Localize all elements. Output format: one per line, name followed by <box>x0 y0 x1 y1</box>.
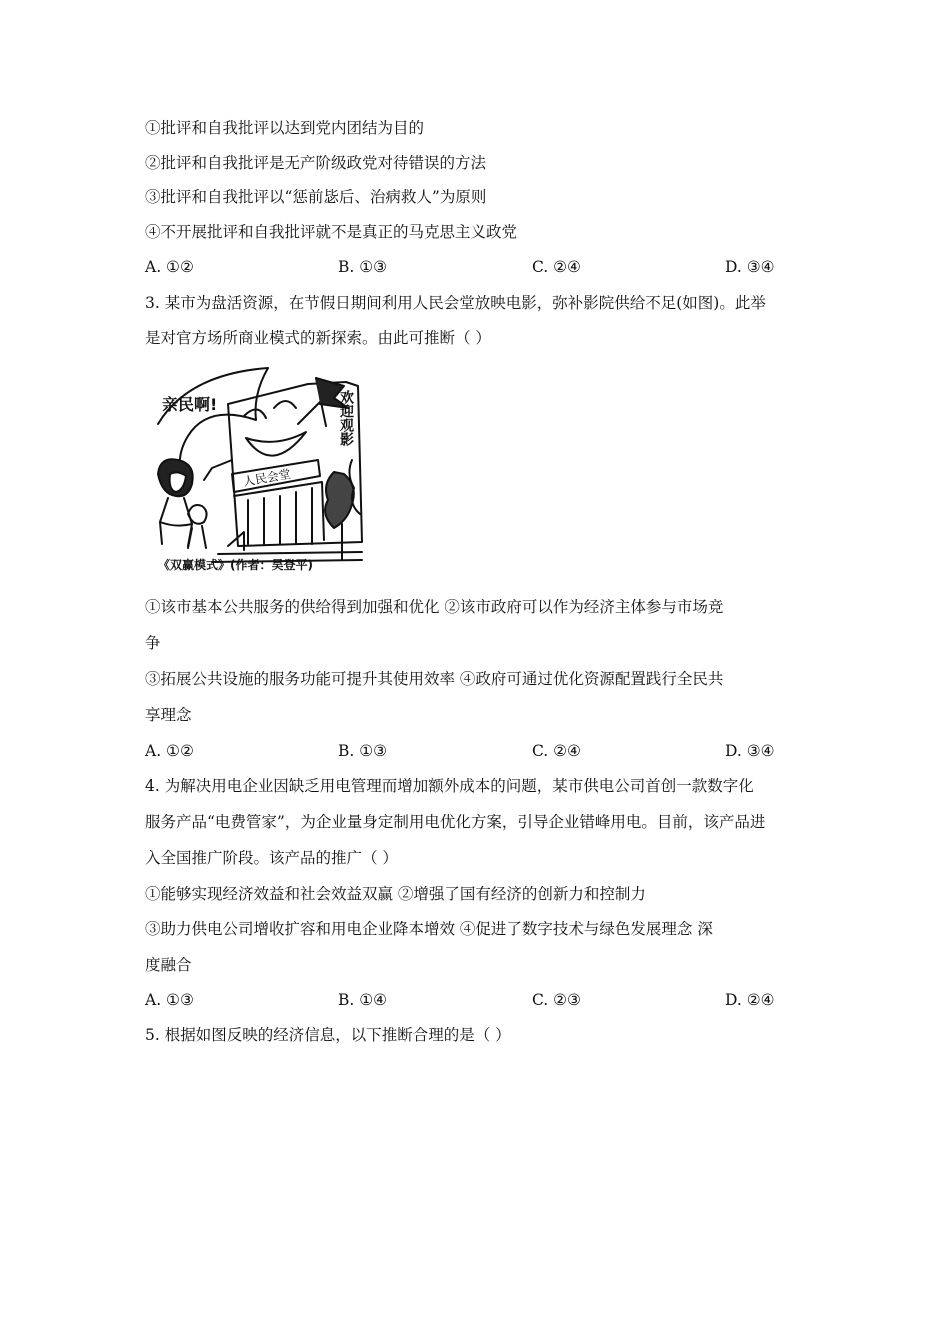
q4-stem-line-1: 4. 为解决用电企业因缺乏用电管理而增加额外成本的问题，某市供电公司首创一款数字化 <box>145 777 754 795</box>
q3-option-c: C. ②④ <box>532 742 581 760</box>
q3-statement-4-cont: 享理念 <box>145 706 192 724</box>
q2-statement-1: ①批评和自我批评以达到党内团结为目的 <box>145 119 425 137</box>
q2-statement-3: ③批评和自我批评以“惩前毖后、治病救人”为原则 <box>145 188 487 206</box>
q4-option-a: A. ①③ <box>145 991 194 1009</box>
cartoon-sign-text: 欢迎观影 <box>338 390 354 446</box>
q3-statement-2-cont: 争 <box>145 634 161 652</box>
q4-option-b: B. ①④ <box>338 991 388 1009</box>
q2-option-c: C. ②④ <box>532 258 581 276</box>
q4-option-d: D. ②④ <box>725 991 775 1009</box>
cartoon-image <box>148 364 364 576</box>
q5-stem: 5. 根据如图反映的经济信息，以下推断合理的是（ ） <box>145 1026 511 1044</box>
q4-statement-4-cont: 度融合 <box>145 956 192 974</box>
q4-statement-1-2: ①能够实现经济效益和社会效益双赢 ②增强了国有经济的创新力和控制力 <box>145 885 646 903</box>
q2-statement-2: ②批评和自我批评是无产阶级政党对待错误的方法 <box>145 154 487 172</box>
q3-option-a: A. ①② <box>145 742 194 760</box>
q4-option-c: C. ②③ <box>532 991 581 1009</box>
q4-options <box>145 990 805 1010</box>
q2-option-b: B. ①③ <box>338 258 388 276</box>
q3-option-d: D. ③④ <box>725 742 775 760</box>
q3-statement-3-4: ③拓展公共设施的服务功能可提升其使用效率 ④政府可通过优化资源配置践行全民共 <box>145 670 724 688</box>
cartoon-caption: 《双赢模式》(作者：吴登平) <box>158 558 313 572</box>
q3-stem-line-2: 是对官方场所商业模式的新探索。由此可推断（ ） <box>145 329 491 347</box>
cartoon-building-text: 人民会堂 <box>242 466 292 489</box>
q4-stem-line-2: 服务产品“电费管家”，为企业量身定制用电优化方案，引导企业错峰用电。目前，该产品进 <box>145 813 766 831</box>
q3-statement-1-2: ①该市基本公共服务的供给得到加强和优化 ②该市政府可以作为经济主体参与市场竞 <box>145 598 724 616</box>
q3-options <box>145 741 805 761</box>
q4-statement-3-4: ③助力供电公司增收扩容和用电企业降本增效 ④促进了数字技术与绿色发展理念 深 <box>145 920 713 938</box>
q2-option-a: A. ①② <box>145 258 194 276</box>
q2-option-d: D. ③④ <box>725 258 775 276</box>
q4-stem-line-3: 入全国推广阶段。该产品的推广（ ） <box>145 849 398 867</box>
q2-options <box>145 257 805 277</box>
q3-option-b: B. ①③ <box>338 742 388 760</box>
q2-statement-4: ④不开展批评和自我批评就不是真正的马克思主义政党 <box>145 223 518 241</box>
q3-stem-line-1: 3. 某市为盘活资源，在节假日期间利用人民会堂放映电影，弥补影院供给不足(如图)。此举 <box>145 294 766 312</box>
cartoon-bubble-text: 亲民啊! <box>162 395 218 414</box>
